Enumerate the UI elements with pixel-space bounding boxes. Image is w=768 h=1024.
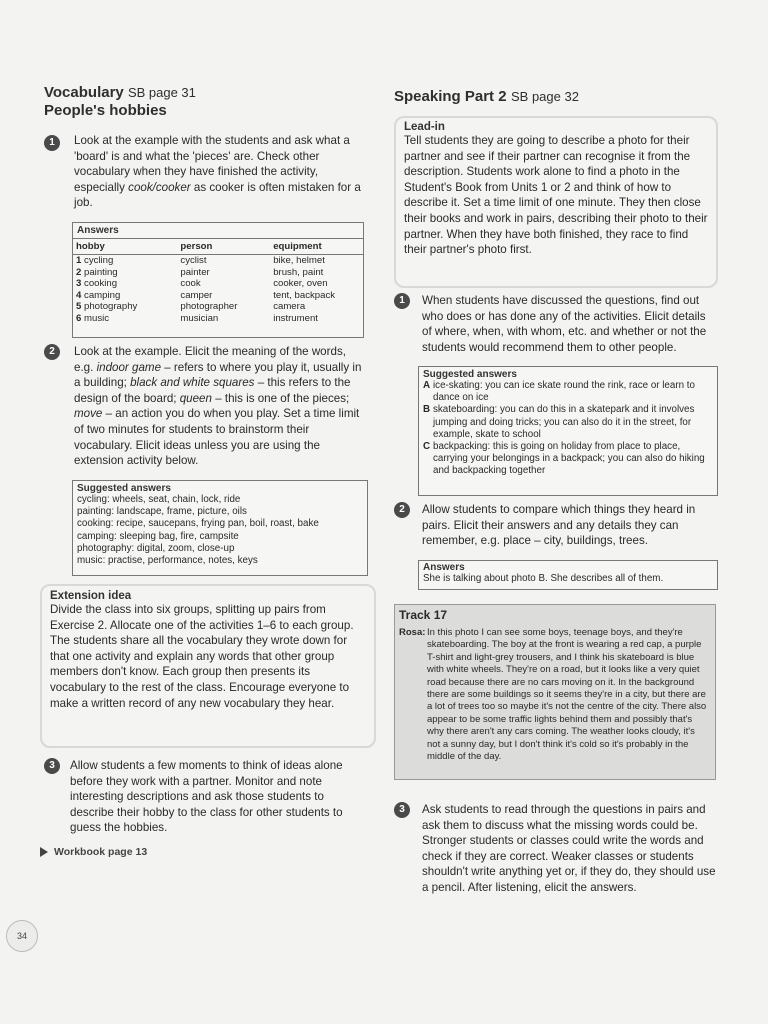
suggested-answers-title: Suggested answers: [77, 483, 171, 494]
hobbies-subtitle: People's hobbies: [44, 102, 167, 119]
suggested-line: music: practise, performance, notes, keys: [77, 555, 258, 567]
step-1-badge: 1: [44, 135, 60, 151]
speaking-step-2: Allow students to compare which things they heard in pairs. Elicit their answers and any details they can remember, e.g. place – city, buildings, trees.: [422, 503, 696, 548]
speaking-heading: Speaking Part 2 SB page 32: [394, 88, 579, 105]
speaking-step-1: When students have discussed the questions, find out who does or has done any of the activities. Elicit details of where, when, with whom, etc. and whether or not the students would recommend them to other people.: [422, 294, 707, 354]
vocab-step-1: Look at the example with the students and ask what a 'board' is and what the 'pieces' are. Check other vocabulary when they have finished the activity, especially cook/cooker as cooker is often mistaken for a job.: [74, 134, 361, 210]
vocabulary-heading: Vocabulary SB page 31: [44, 84, 196, 101]
table-row: 5 photography photographer camera: [76, 301, 306, 313]
table-row: 6 music musician instrument: [76, 312, 318, 324]
track-title: Track 17: [399, 608, 448, 622]
play-arrow-icon: [40, 847, 48, 857]
step-1-badge: 1: [394, 293, 410, 309]
extension-text: Divide the class into six groups, splitting up pairs from Exercise 2. Allocate one of the activities 1–6 to each group. The students share all the vocabulary they wrote down for that one activity and explain any words that other group members don't know. Each group then presents its vocabulary to the rest of the class. Encourage everyone to make a written record of any new vocabulary they hear.: [50, 603, 354, 710]
suggested-line: photography: digital, zoom, close-up: [77, 542, 235, 554]
step-3-badge: 3: [394, 802, 410, 818]
speaking-step-3: Ask students to read through the questions in pairs and ask them to discuss what the missing words could be. Stronger students or classes could write the words and check if they are correct. Weaker classes or students shouldn't write anything yet or, if they do, they should use a pencil. After listening, elicit the answers.: [422, 803, 716, 894]
answers-table: [73, 238, 363, 325]
workbook-link[interactable]: Workbook page 13: [40, 846, 147, 858]
page-number: 34: [6, 920, 38, 952]
suggested-line: cycling: wheels, seat, chain, lock, ride: [77, 494, 241, 505]
answers-table-title: Answers: [77, 225, 119, 236]
col-person: person: [177, 239, 270, 255]
vocab-step-2: Look at the example. Elicit the meaning of the words, e.g. indoor game – refers to where you play it, usually in a building; black and white squares – this refers to the design of the board; queen – this is one of the pieces; move – an action you do when you play. Set a time limit of two minutes for students to brainstorm their vocabulary. Elicit ideas unless you are using the extension activity below.: [74, 345, 362, 468]
table-row: 3 cooking cook cooker, oven: [76, 278, 328, 290]
list-item: C backpacking: this is going on holiday from place to place, carrying your belongings in a backpack; you can also do hiking and backpacking together: [423, 441, 705, 477]
extension-idea-box: [40, 584, 376, 748]
answers-table-box: [72, 222, 364, 338]
track-transcript: In this photo I can see some boys, teenage boys, and they're skateboarding. The boy at the front is wearing a red cap, a purple T-shirt and light-grey trousers, and I think his skateboard is blue with white wheels. They're on a road, but it looks like a very quiet road because there are no cars moving on it. In the background there are some buildings so it seems they're in a city, but there are a lot of trees too so maybe it's not the centre of the city. There also appear to be some traffic lights behind them and possibly that's why there aren't any cars coming. The weather looks cloudy, it's not a sunny day, but I don't think it's cold so it's probably in the middle of the day.: [427, 627, 707, 763]
track-17-box: [394, 604, 716, 780]
vocab-step-3: Allow students a few moments to think of ideas alone before they work with a partner. Monitor and note interesting descriptions and ask those students to describe their hobby to the class for other students to guess the hobbies.: [70, 759, 343, 835]
step-2-badge: 2: [44, 344, 60, 360]
answers-box-right: Answers She is talking about photo B. She describes all of them.: [418, 560, 718, 590]
lead-in-text: Tell students they are going to describe a photo for their partner and see if their partner can recognise it from the description. Students work alone to find a photo in the Student's Book from Units 1 or 2 and think of how to describe it. Set a time limit of one minute. They then close their books and work in pairs, describing their photo to their partner. When they have both finished, they race to find their partner's photo first.: [404, 134, 708, 257]
suggested-line: cooking: recipe, saucepans, frying pan, boil, roast, bake: [77, 518, 319, 530]
extension-title: Extension idea: [50, 590, 132, 602]
list-item: A ice-skating: you can ice skate round the rink, race or learn to dance on ice: [423, 380, 695, 404]
col-hobby: hobby: [73, 239, 177, 255]
step-3-badge: 3: [44, 758, 60, 774]
table-row: 1 cycling cyclist bike, helmet: [76, 255, 325, 266]
list-item: B skateboarding: you can do this in a skatepark and it involves jumping and doing tricks; you can also do it in the street, for example, skate to school: [423, 404, 695, 440]
suggested-line: camping: sleeping bag, fire, campsite: [77, 530, 239, 542]
step-2-badge: 2: [394, 502, 410, 518]
lead-in-title: Lead-in: [404, 121, 445, 133]
lead-in-box: [394, 116, 718, 288]
track-speaker: Rosa:: [399, 627, 426, 638]
table-row: 4 camping camper tent, backpack: [76, 289, 336, 301]
suggested-answers-box: [72, 480, 368, 576]
left-column: [44, 84, 369, 119]
suggested-line: painting: landscape, frame, picture, oils: [77, 506, 247, 518]
col-equipment: equipment: [270, 239, 363, 255]
suggested-answers-box-right: Suggested answers A ice-skating: you can ice skate round the rink, race or learn to dance on ice B skateboarding: you can do this in a skatepark and it involves jumping and doing tricks; you can also do it in the street, for example, skate to school C backpacking: this is going on holiday from place to place, carrying your belongings in a backpack; you can also do hiking and backpacking together: [418, 366, 718, 496]
table-row: 2 painting painter brush, paint: [76, 266, 324, 278]
